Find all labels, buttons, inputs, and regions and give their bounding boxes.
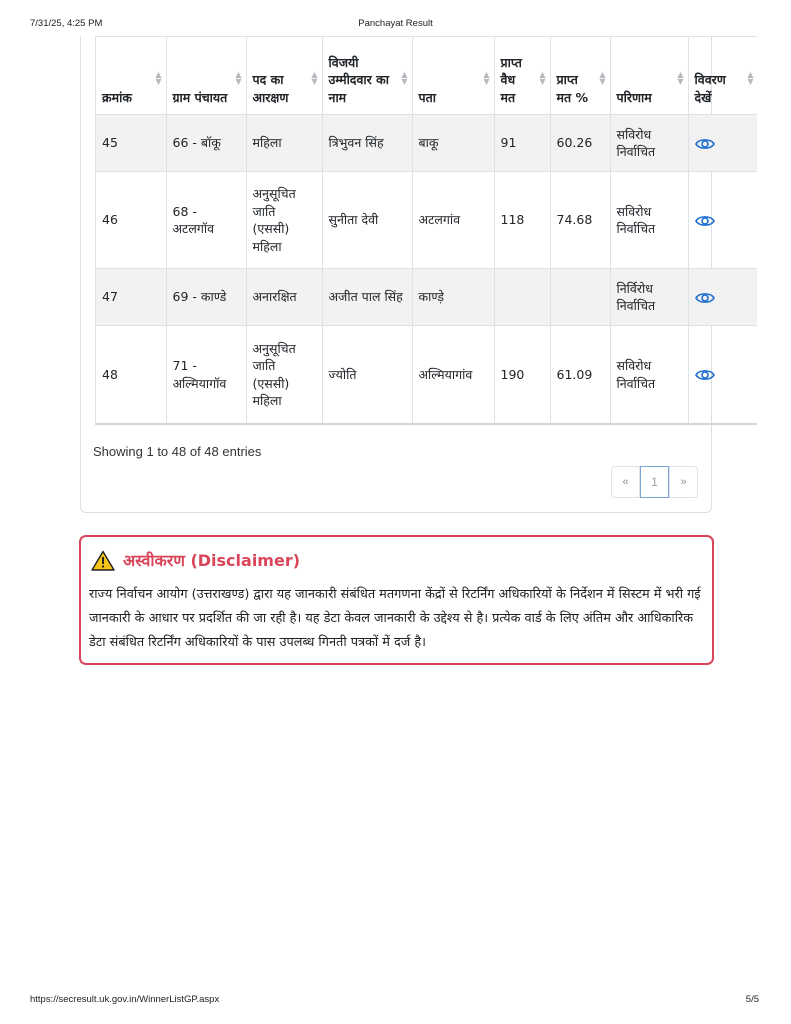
column-header-view[interactable]: विवरण देखें ▲ ▼ (688, 37, 757, 115)
cell-reservation: अनारक्षित (246, 269, 322, 326)
cell-vote-percent: 60.26 (550, 115, 610, 172)
eye-icon[interactable] (695, 137, 715, 151)
cell-view (688, 326, 757, 424)
sort-icon: ▲ ▼ (235, 70, 242, 86)
cell-serial: 48 (96, 326, 166, 424)
cell-panchayat: 71 - अल्मियागॉव (166, 326, 246, 424)
column-header-reservation[interactable]: पद का आरक्षण ▲ ▼ (246, 37, 322, 115)
cell-valid-votes (494, 269, 550, 326)
disclaimer-title: अस्वीकरण (Disclaimer) (123, 551, 301, 570)
disclaimer-header (91, 549, 300, 571)
cell-result: सविरोध निर्वाचित (610, 115, 688, 172)
cell-view (688, 269, 757, 326)
cell-vote-percent (550, 269, 610, 326)
cell-serial: 46 (96, 172, 166, 269)
cell-address: अल्मियागांव (412, 326, 494, 424)
cell-serial: 45 (96, 115, 166, 172)
warning-icon (91, 550, 115, 571)
footer-url: https://secresult.uk.gov.in/WinnerListGP.aspx (30, 994, 220, 1005)
column-header-valid-votes[interactable]: प्राप्त वैध मत ▲ ▼ (494, 37, 550, 115)
eye-icon[interactable] (695, 291, 715, 305)
column-header-result[interactable]: परिणाम ▲ ▼ (610, 37, 688, 115)
sort-icon: ▲ ▼ (539, 70, 546, 86)
print-header (0, 18, 791, 32)
footer-page-number: 5/5 (745, 994, 759, 1005)
cell-view (688, 115, 757, 172)
cell-panchayat: 69 - काण्डे (166, 269, 246, 326)
disclaimer-box (79, 535, 714, 665)
cell-result: सविरोध निर्वाचित (610, 172, 688, 269)
cell-valid-votes: 118 (494, 172, 550, 269)
results-card (80, 36, 754, 513)
cell-result: सविरोध निर्वाचित (610, 326, 688, 424)
cell-candidate: त्रिभुवन सिंह (322, 115, 412, 172)
print-title: Panchayat Result (358, 18, 433, 29)
sort-icon: ▲ ▼ (155, 70, 162, 86)
sort-icon: ▲ ▼ (483, 70, 490, 86)
cell-reservation: अनुसूचित जाति (एससी) महिला (246, 326, 322, 424)
column-header-vote-percent[interactable]: प्राप्त मत % ▲ ▼ (550, 37, 610, 115)
table-row (96, 172, 757, 269)
column-header-panchayat[interactable]: ग्राम पंचायत ▲ ▼ (166, 37, 246, 115)
cell-candidate: ज्योति (322, 326, 412, 424)
sort-icon: ▲ ▼ (677, 70, 684, 86)
entries-info: Showing 1 to 48 of 48 entries (93, 444, 262, 459)
column-header-candidate[interactable]: विजयी उम्मीदवार का नाम ▲ ▼ (322, 37, 412, 115)
cell-serial: 47 (96, 269, 166, 326)
sort-icon: ▲ ▼ (599, 70, 606, 86)
sort-icon: ▲ ▼ (401, 70, 408, 86)
table-row (96, 115, 757, 172)
column-header-address[interactable]: पता ▲ ▼ (412, 37, 494, 115)
cell-view (688, 172, 757, 269)
eye-icon[interactable] (695, 214, 715, 228)
cell-panchayat: 68 - अटलगॉव (166, 172, 246, 269)
eye-icon[interactable] (695, 368, 715, 382)
disclaimer-text: राज्य निर्वाचन आयोग (उत्तराखण्ड) द्वारा यह जानकारी संबंधित मतगणना केंद्रों से रिटर्निंग अधिकारियों के निर्देशन में सिस्टम में भरी गई जानकारी के आधार पर प्रदर्शित की जा रही है। यह डेटा केवल जानकारी के उद्देश्य से है। प्रत्येक वार्ड के लिए अंतिम और आधिकारिक डेटा संबंधित रिटर्निंग अधिकारियों के पास उपलब्ध गिनती पत्रकों में दर्ज है। (89, 587, 701, 650)
cell-valid-votes: 190 (494, 326, 550, 424)
cell-vote-percent: 74.68 (550, 172, 610, 269)
table-header-row (96, 37, 757, 115)
pagination-previous[interactable]: « (611, 466, 640, 498)
cell-reservation: अनुसूचित जाति (एससी) महिला (246, 172, 322, 269)
cell-address: बाकू (412, 115, 494, 172)
cell-result: निर्विरोध निर्वाचित (610, 269, 688, 326)
pagination (611, 466, 698, 498)
cell-candidate: सुनीता देवी (322, 172, 412, 269)
cell-address: काण्ड़े (412, 269, 494, 326)
results-table-wrapper[interactable] (95, 36, 757, 425)
cell-vote-percent: 61.09 (550, 326, 610, 424)
cell-panchayat: 66 - बॉकू (166, 115, 246, 172)
cell-address: अटलगांव (412, 172, 494, 269)
cell-candidate: अजीत पाल सिंह (322, 269, 412, 326)
cell-valid-votes: 91 (494, 115, 550, 172)
table-row (96, 269, 757, 326)
results-table (96, 36, 757, 424)
cell-reservation: महिला (246, 115, 322, 172)
table-row (96, 326, 757, 424)
column-header-serial[interactable]: क्रमांक ▲ ▼ (96, 37, 166, 115)
pagination-page-1[interactable]: 1 (640, 466, 669, 498)
pagination-next[interactable]: » (669, 466, 698, 498)
sort-icon: ▲ ▼ (747, 70, 754, 86)
print-datetime: 7/31/25, 4:25 PM (30, 18, 103, 29)
sort-icon: ▲ ▼ (311, 70, 318, 86)
